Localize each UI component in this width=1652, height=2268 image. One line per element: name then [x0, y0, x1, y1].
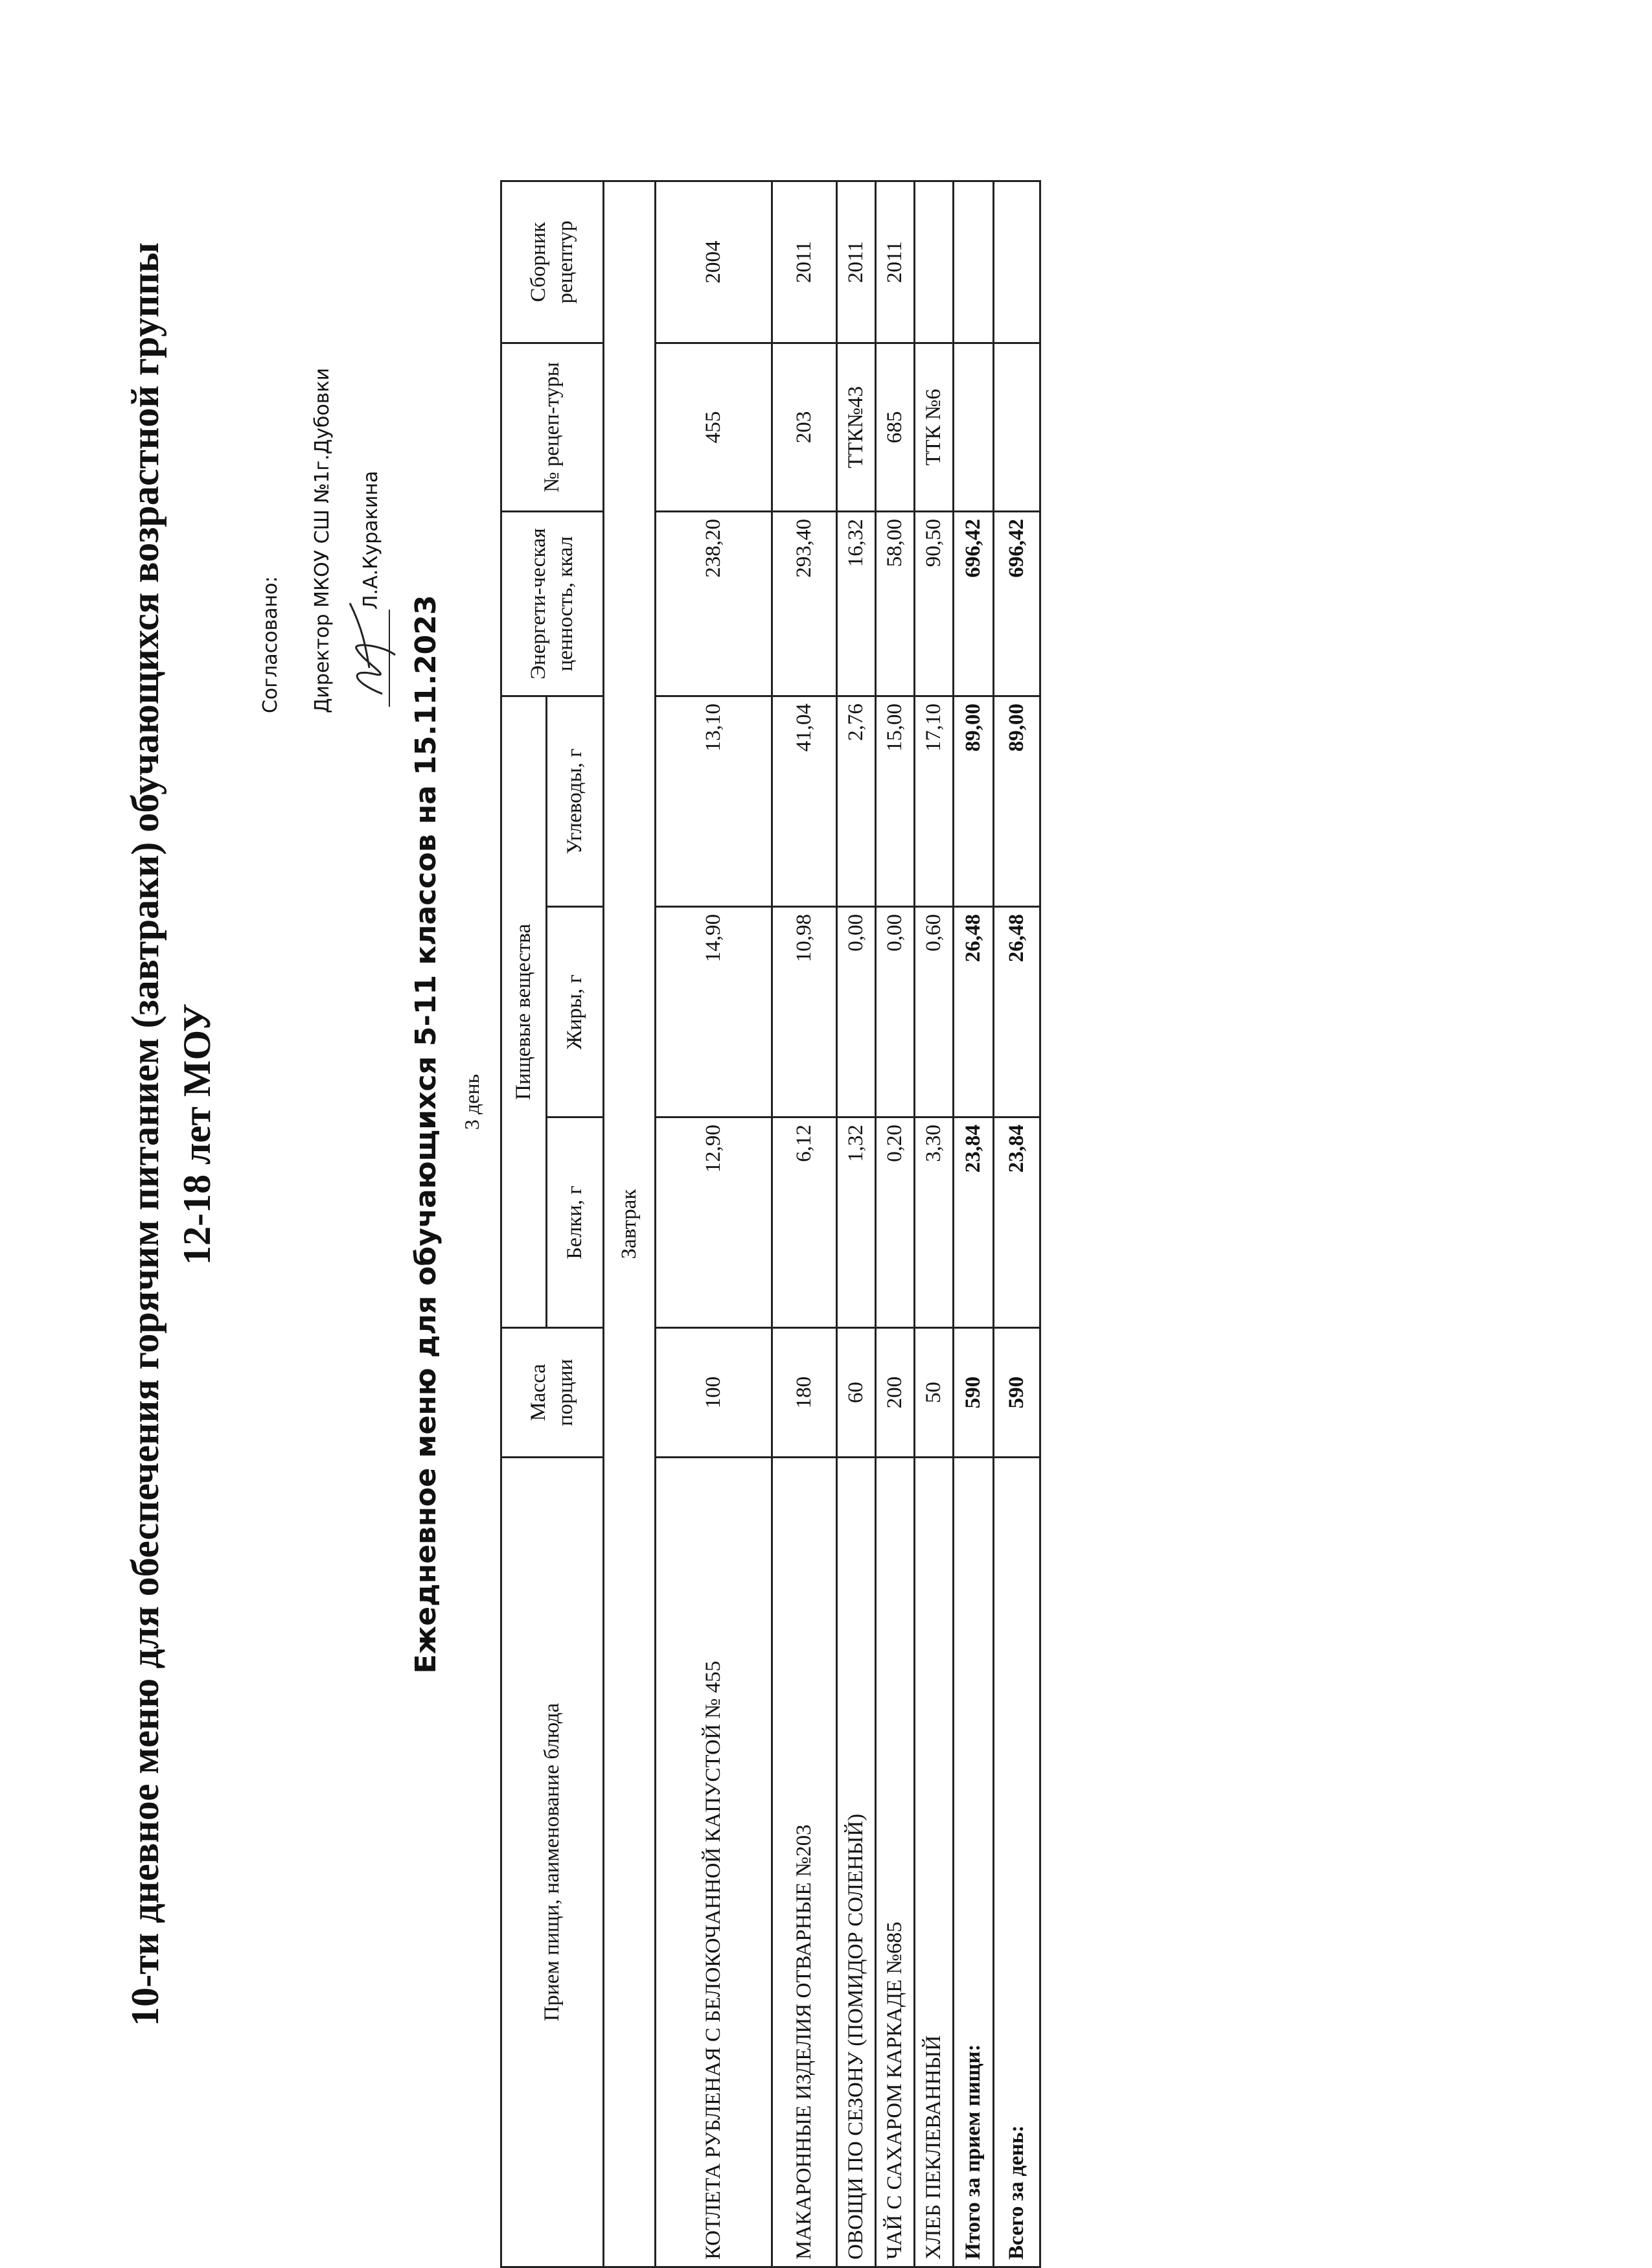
signature-line — [389, 610, 390, 707]
dish-carbs: 13,10 — [656, 696, 772, 907]
document-title-line2: 12-18 лет МОУ — [176, 1003, 218, 1265]
dish-carbs: 17,10 — [915, 696, 954, 907]
total-protein: 23,84 — [994, 1117, 1040, 1328]
header-name: Прием пищи, наименование блюда — [501, 1458, 604, 2267]
dish-name: КОТЛЕТА РУБЛЕНАЯ С БЕЛОКОЧАННОЙ КАПУСТОЙ № 455 — [656, 1458, 772, 2267]
subtotal-protein: 23,84 — [954, 1117, 994, 1328]
dish-fat: 14,90 — [656, 907, 772, 1117]
subtotal-recipe-empty — [954, 343, 994, 512]
dish-energy: 238,20 — [656, 512, 772, 696]
dish-protein: 0,20 — [876, 1117, 915, 1328]
dish-collection: 2011 — [772, 181, 837, 343]
dish-fat: 0,00 — [876, 907, 915, 1117]
dish-fat: 0,60 — [915, 907, 954, 1117]
subtotal-collection-empty — [954, 181, 994, 343]
dish-name: ЧАЙ С САХАРОМ КАРКАДЕ №685 — [876, 1458, 915, 2267]
total-mass: 590 — [994, 1328, 1040, 1458]
dish-protein: 1,32 — [837, 1117, 876, 1328]
dish-recipe: 203 — [772, 343, 837, 512]
total-collection-empty — [994, 181, 1040, 343]
table-row — [656, 181, 772, 2267]
dish-carbs: 41,04 — [772, 696, 837, 907]
approval-label: Согласовано: — [259, 576, 282, 713]
dish-recipe: 455 — [656, 343, 772, 512]
dish-fat: 10,98 — [772, 907, 837, 1117]
subtotal-label: Итого за прием пищи: — [954, 1458, 994, 2267]
total-carbs: 89,00 — [994, 696, 1040, 907]
dish-name: МАКАРОННЫЕ ИЗДЕЛИЯ ОТВАРНЫЕ №203 — [772, 1458, 837, 2267]
total-fat: 26,48 — [994, 907, 1040, 1117]
dish-mass: 180 — [772, 1328, 837, 1458]
dish-name: ОВОЩИ ПО СЕЗОНУ (ПОМИДОР СОЛЕНЫЙ) — [837, 1458, 876, 2267]
approval-position: Директор МКОУ СШ №1г.Дубовки — [311, 367, 334, 713]
dish-collection: 2011 — [837, 181, 876, 343]
table-row — [876, 181, 915, 2267]
dish-recipe: ТТК №6 — [915, 343, 954, 512]
total-recipe-empty — [994, 343, 1040, 512]
document-title-line1: 10-ти дневное меню для обеспечения горячим питанием (завтраки) обучающихся возрастной группы — [124, 242, 166, 2026]
dish-energy: 16,32 — [837, 512, 876, 696]
subtotal-row — [954, 181, 994, 2267]
dish-protein: 6,12 — [772, 1117, 837, 1328]
dish-carbs: 15,00 — [876, 696, 915, 907]
dish-mass: 200 — [876, 1328, 915, 1458]
header-mass: Масса порции — [501, 1328, 604, 1458]
dish-collection: 2004 — [656, 181, 772, 343]
dish-fat: 0,00 — [837, 907, 876, 1117]
header-collection: Сборник рецептур — [501, 181, 604, 343]
header-energy: Энергети-ческая ценность, ккал — [501, 512, 604, 696]
dish-name: ХЛЕБ ПЕКЛЕВАННЫЙ — [915, 1458, 954, 2267]
dish-collection — [915, 181, 954, 343]
approval-signer: Л.А.Куракина — [360, 470, 382, 610]
dish-mass: 60 — [837, 1328, 876, 1458]
dish-recipe: 685 — [876, 343, 915, 512]
header-carbs: Углеводы, г — [547, 696, 604, 907]
menu-table — [500, 180, 1041, 2268]
table-row — [837, 181, 876, 2267]
dish-protein: 12,90 — [656, 1117, 772, 1328]
header-recipe-no: № рецеп-туры — [501, 343, 604, 512]
subtotal-fat: 26,48 — [954, 907, 994, 1117]
table-row — [915, 181, 954, 2267]
dish-collection: 2011 — [876, 181, 915, 343]
total-energy: 696,42 — [994, 512, 1040, 696]
subtotal-energy: 696,42 — [954, 512, 994, 696]
total-row — [994, 181, 1040, 2267]
subtotal-carbs: 89,00 — [954, 696, 994, 907]
subtotal-mass: 590 — [954, 1328, 994, 1458]
header-nutrients: Пищевые вещества — [501, 696, 547, 1328]
section-breakfast: Завтрак — [604, 181, 656, 2267]
dish-mass: 100 — [656, 1328, 772, 1458]
dish-protein: 3,30 — [915, 1117, 954, 1328]
total-label: Всего за день: — [994, 1458, 1040, 2267]
dish-energy: 90,50 — [915, 512, 954, 696]
menu-subtitle: Ежедневное меню для обучающихся 5-11 классов на 15.11.2023 — [409, 595, 442, 1674]
dish-mass: 50 — [915, 1328, 954, 1458]
header-fat: Жиры, г — [547, 907, 604, 1117]
dish-energy: 293,40 — [772, 512, 837, 696]
dish-recipe: ТТК№43 — [837, 343, 876, 512]
menu-day: 3 день — [460, 1073, 483, 1130]
dish-energy: 58,00 — [876, 512, 915, 696]
dish-carbs: 2,76 — [837, 696, 876, 907]
header-protein: Белки, г — [547, 1117, 604, 1328]
table-row — [772, 181, 837, 2267]
